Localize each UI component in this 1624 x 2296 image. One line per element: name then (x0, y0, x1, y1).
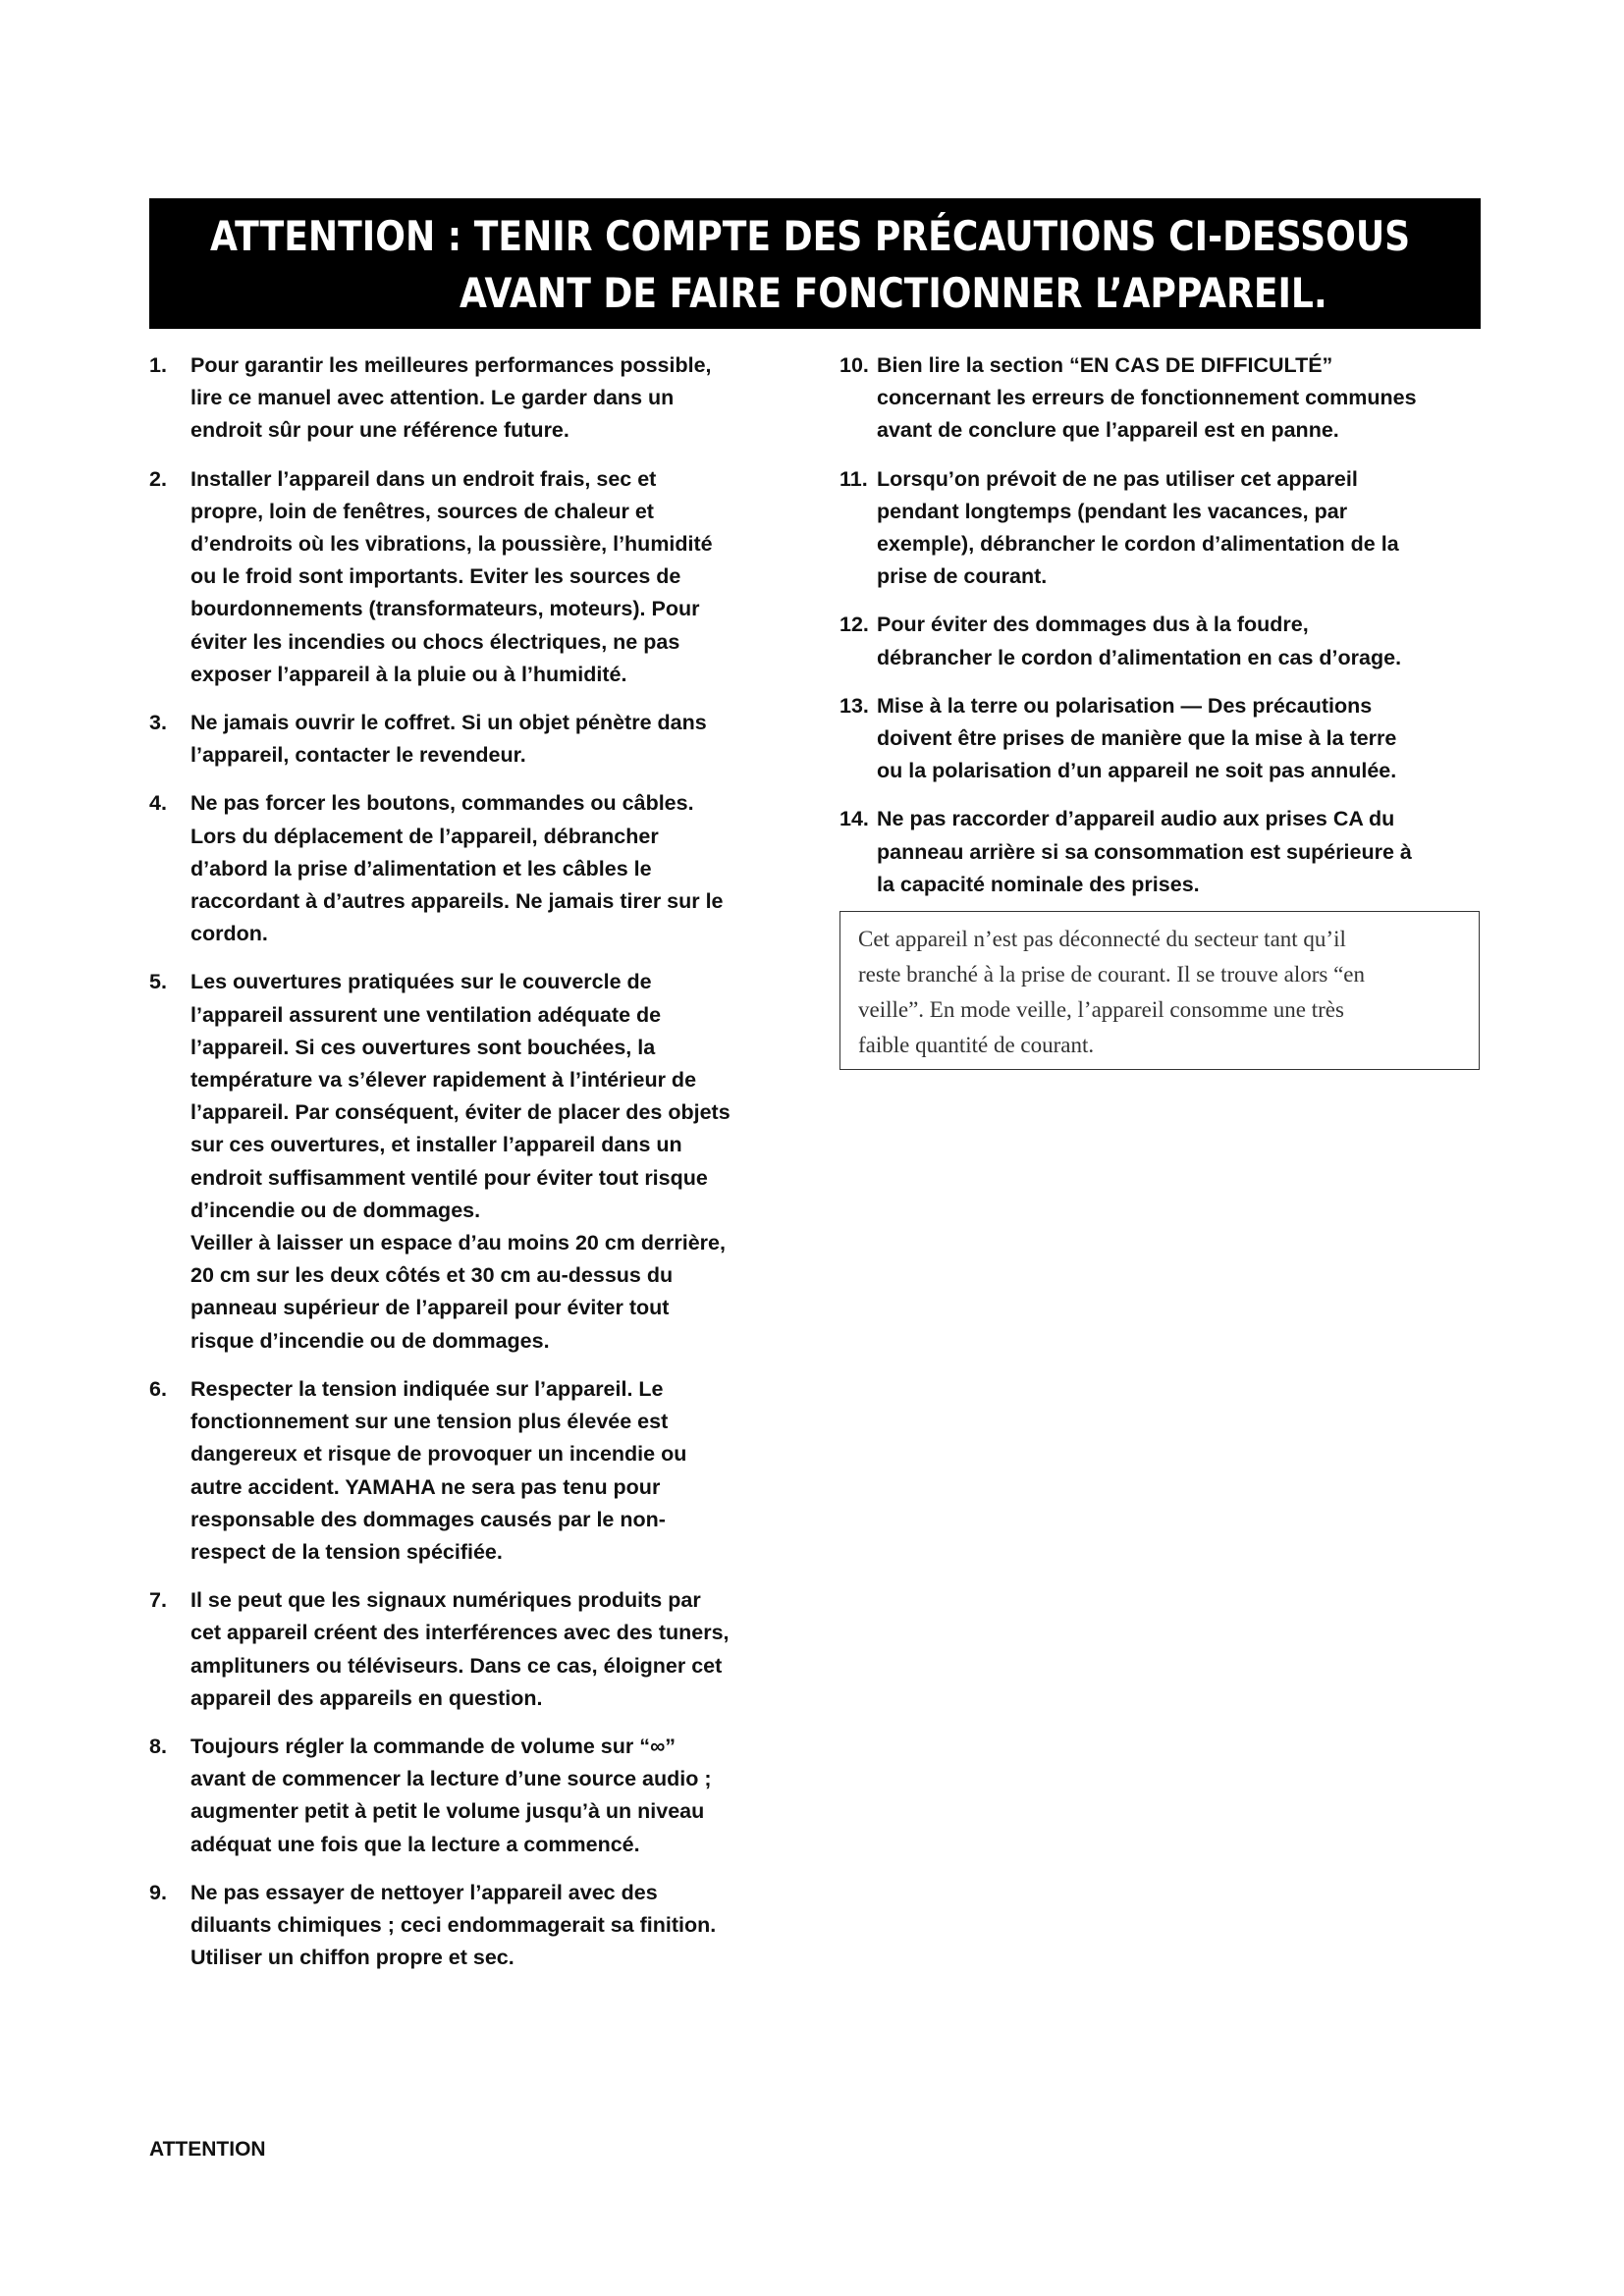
precaution-text-line: Ne pas essayer de nettoyer l’appareil avec des (190, 1880, 658, 1904)
precaution-text-line: l’appareil assurent une ventilation adéquate de (190, 1002, 662, 1027)
header-title-line-2: AVANT DE FAIRE FONCTIONNER L’APPAREIL. (460, 269, 1327, 317)
precaution-text-line: ou la polarisation d’un appareil ne soit pas annulée. (877, 759, 1397, 783)
precaution-number: 1. (149, 353, 167, 377)
precaution-text-line: Il se peut que les signaux numériques produits par (190, 1588, 701, 1613)
precaution-item (149, 1584, 797, 1715)
precaution-text-line: l’appareil, contacter le revendeur. (190, 743, 526, 768)
standby-notice-box (839, 911, 1480, 1070)
precaution-text-line: panneau arrière si sa consommation est supérieure à (877, 839, 1412, 864)
right-column (839, 349, 1488, 917)
precaution-text-line: Toujours régler la commande de volume sur “∞” (190, 1734, 677, 1758)
precaution-text-line: éviter les incendies ou chocs électriques, ne pas (190, 629, 680, 654)
precaution-text-line: pendant longtemps (pendant les vacances, par (877, 499, 1348, 523)
precaution-text-line: dangereux et risque de provoquer un incendie ou (190, 1442, 687, 1467)
precaution-text-line: d’abord la prise d’alimentation et les câbles le (190, 856, 652, 881)
precaution-text-line: bourdonnements (transformateurs, moteurs). Pour (190, 597, 700, 621)
header-title-line-1: ATTENTION : TENIR COMPTE DES PRÉCAUTIONS CI-DESSOUS (210, 212, 1411, 260)
precaution-text-line: Pour garantir les meilleures performances possible, (190, 353, 712, 377)
precaution-number: 11. (839, 466, 868, 491)
precaution-text-line: Bien lire la section “EN CAS DE DIFFICULTÉ” (877, 353, 1333, 377)
precaution-text-line: autre accident. YAMAHA ne sera pas tenu pour (190, 1474, 661, 1499)
precaution-text-line: cordon. (190, 922, 268, 946)
precaution-text-line: Ne pas forcer les boutons, commandes ou câbles. (190, 791, 694, 816)
precaution-text-line: d’incendie ou de dommages. (190, 1198, 481, 1222)
precaution-text-line: responsable des dommages causés par le non- (190, 1507, 666, 1531)
precaution-number: 13. (839, 693, 869, 718)
precaution-number: 3. (149, 711, 167, 735)
precaution-text-line: 20 cm sur les deux côtés et 30 cm au-dessus du (190, 1263, 674, 1288)
precaution-text-line: Utiliser un chiffon propre et sec. (190, 1946, 514, 1970)
precaution-text-line: endroit suffisamment ventilé pour éviter tout risque (190, 1165, 708, 1190)
precaution-text-line: Ne jamais ouvrir le coffret. Si un objet pénètre dans (190, 711, 707, 735)
precaution-text-line: lire ce manuel avec attention. Le garder dans un (190, 386, 675, 410)
precaution-item (839, 463, 1488, 594)
precaution-text-line: fonctionnement sur une tension plus élevée est (190, 1410, 669, 1434)
precaution-text-line: sur ces ouvertures, et installer l’appareil dans un (190, 1133, 682, 1157)
precaution-item (839, 690, 1488, 788)
precaution-text-line: panneau supérieur de l’appareil pour éviter tout (190, 1296, 670, 1320)
precaution-number: 6. (149, 1376, 167, 1401)
precaution-text-line: exposer l’appareil à la pluie ou à l’humidité. (190, 662, 627, 686)
precaution-text-line: Installer l’appareil dans un endroit frais, sec et (190, 466, 657, 491)
left-column (149, 349, 797, 1990)
precaution-text-line: Veiller à laisser un espace d’au moins 20 cm derrière, (190, 1231, 726, 1255)
precaution-item (149, 787, 797, 950)
precaution-number: 7. (149, 1588, 167, 1613)
precaution-text-line: d’endroits où les vibrations, la poussière, l’humidité (190, 532, 713, 557)
notice-text-line: veille”. En mode veille, l’appareil consomme une très (858, 997, 1344, 1022)
precaution-text-line: risque d’incendie ou de dommages. (190, 1328, 550, 1353)
precaution-text-line: la capacité nominale des prises. (877, 872, 1200, 896)
precaution-text-line: Lors du déplacement de l’appareil, débrancher (190, 824, 659, 848)
precaution-text-line: l’appareil. Par conséquent, éviter de placer des objets (190, 1100, 731, 1125)
precaution-text-line: appareil des appareils en question. (190, 1685, 543, 1710)
precaution-text-line: doivent être prises de manière que la mise à la terre (877, 726, 1397, 751)
precaution-text-line: ou le froid sont importants. Eviter les sources de (190, 564, 681, 589)
precaution-item (839, 349, 1488, 448)
precaution-item (149, 1877, 797, 1975)
precaution-text-line: respect de la tension spécifiée. (190, 1539, 503, 1564)
notice-text-line: faible quantité de courant. (858, 1033, 1095, 1057)
precaution-text-line: l’appareil. Si ces ouvertures sont bouchées, la (190, 1035, 656, 1059)
precaution-number: 4. (149, 791, 167, 816)
precaution-text-line: Mise à la terre ou polarisation — Des précautions (877, 693, 1373, 718)
precaution-text-line: Lorsqu’on prévoit de ne pas utiliser cet appareil (877, 466, 1358, 491)
precaution-item (149, 349, 797, 448)
precaution-text-line: Respecter la tension indiquée sur l’appareil. Le (190, 1376, 664, 1401)
precaution-number: 14. (839, 807, 869, 831)
precaution-item (149, 463, 797, 691)
precaution-item (149, 707, 797, 772)
precaution-text-line: exemple), débrancher le cordon d’alimentation de la (877, 532, 1399, 557)
precaution-item (149, 1373, 797, 1569)
precaution-number: 10. (839, 353, 869, 377)
precaution-item (839, 803, 1488, 901)
precaution-text-line: adéquat une fois que la lecture a commencé. (190, 1832, 640, 1856)
precaution-text-line: propre, loin de fenêtres, sources de chaleur et (190, 499, 654, 523)
precaution-item (839, 609, 1488, 673)
precaution-text-line: température va s’élever rapidement à l’intérieur de (190, 1068, 697, 1093)
notice-text-line: Cet appareil n’est pas déconnecté du secteur tant qu’il (858, 927, 1346, 951)
precaution-text-line: endroit sûr pour une référence future. (190, 418, 569, 443)
precaution-number: 8. (149, 1734, 167, 1758)
precaution-number: 2. (149, 466, 167, 491)
footer-section-label: ATTENTION (149, 2138, 266, 2161)
precaution-text-line: avant de conclure que l’appareil est en panne. (877, 418, 1339, 443)
precaution-text-line: débrancher le cordon d’alimentation en cas d’orage. (877, 645, 1402, 669)
precaution-item (149, 966, 797, 1357)
notice-text-line: reste branché à la prise de courant. Il se trouve alors “en (858, 962, 1365, 987)
precaution-text-line: diluants chimiques ; ceci endommagerait sa finition. (190, 1912, 717, 1937)
precaution-text-line: cet appareil créent des interférences avec des tuners, (190, 1621, 730, 1645)
precaution-text-line: raccordant à d’autres appareils. Ne jamais tirer sur le (190, 889, 724, 914)
precaution-text-line: Pour éviter des dommages dus à la foudre, (877, 613, 1309, 637)
header-banner (149, 198, 1481, 329)
precaution-number: 12. (839, 613, 869, 637)
precaution-number: 5. (149, 970, 167, 994)
precaution-text-line: Ne pas raccorder d’appareil audio aux prises CA du (877, 807, 1395, 831)
precaution-item (149, 1731, 797, 1861)
precaution-text-line: avant de commencer la lecture d’une source audio ; (190, 1767, 712, 1791)
precaution-number: 9. (149, 1880, 167, 1904)
precaution-text-line: amplituners ou téléviseurs. Dans ce cas, éloigner cet (190, 1653, 723, 1678)
precaution-text-line: Les ouvertures pratiquées sur le couvercle de (190, 970, 652, 994)
precaution-text-line: augmenter petit à petit le volume jusqu’à un niveau (190, 1799, 705, 1824)
precaution-text-line: prise de courant. (877, 564, 1048, 589)
precaution-text-line: concernant les erreurs de fonctionnement communes (877, 386, 1417, 410)
